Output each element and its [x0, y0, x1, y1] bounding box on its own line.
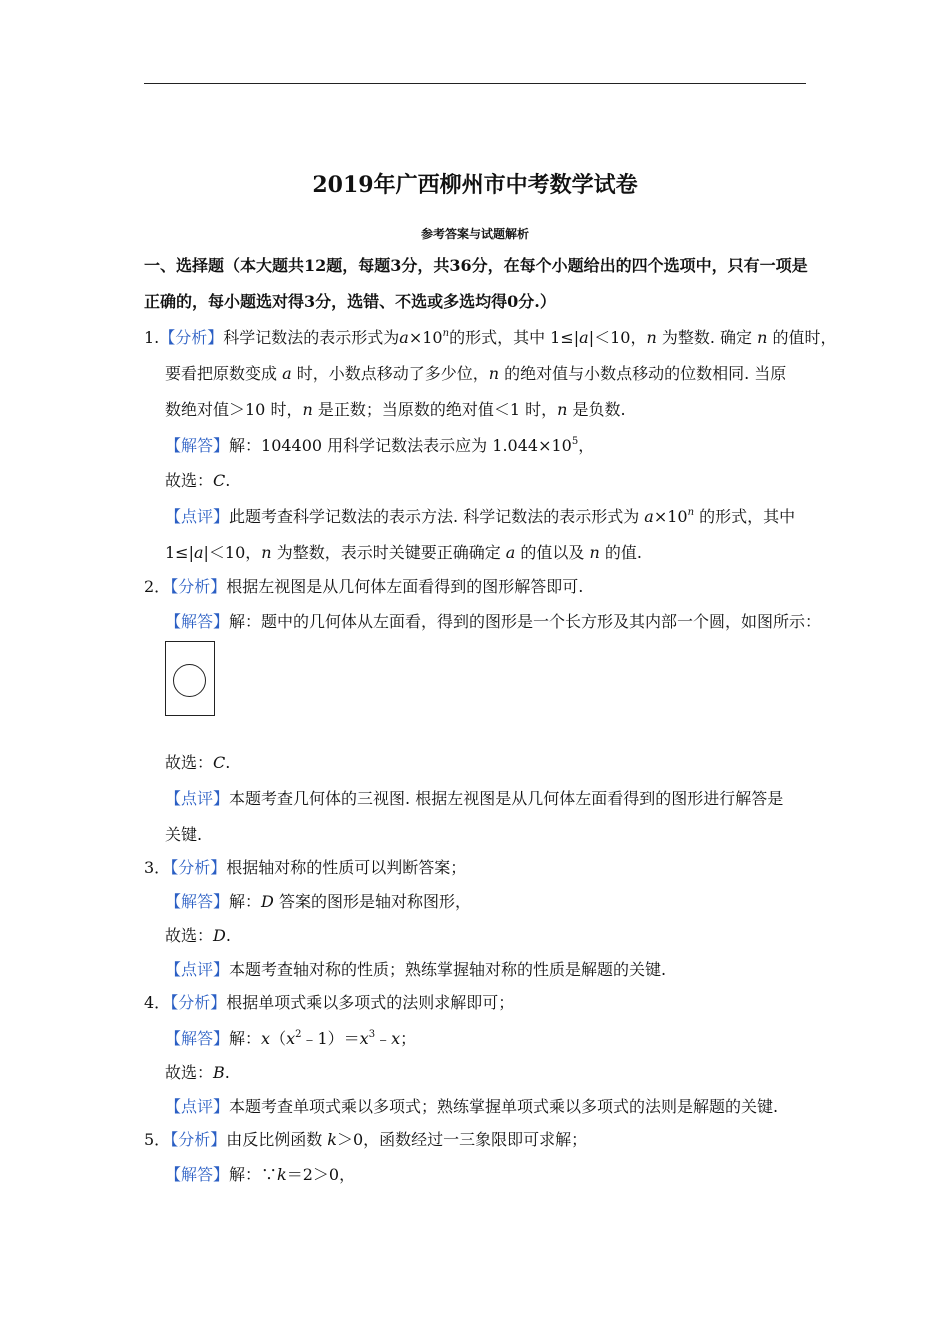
section-heading-line1: 一、选择题（本大题共12题，每题3分，共36分，在每个小题给出的四个选项中，只有一项是: [144, 256, 808, 275]
q1-analysis-line2: 要看把原数变成 a 时，小数点移动了多少位，n 的绝对值与小数点移动的位数相同. 当原: [165, 364, 787, 383]
q3-analysis: 3．【分析】根据轴对称的性质可以判断答案；: [144, 858, 467, 877]
analysis-tag: 【分析】: [159, 328, 224, 347]
answer-tag: 【解答】: [165, 436, 230, 455]
q4-answer: 【解答】解：$x(x^2﹣1)=x^3﹣x$；: [165, 1029, 417, 1048]
left-view-rectangle-figure: [165, 641, 215, 716]
page-title: 2019年广西柳州市中考数学试卷: [312, 172, 638, 198]
q1-analysis-line3: 数绝对值＞10 时，n 是正数；当原数的绝对值＜1 时，n 是负数.: [165, 400, 626, 419]
section-heading-line2: 正确的，每小题选对得3分，选错、不选或多选均得0分.）: [144, 292, 556, 311]
q1-answer: 【解答】解：104400 用科学记数法表示应为 $1.044\times 10^5$，: [165, 436, 595, 455]
q2-comment-line1: 【点评】本题考查几何体的三视图. 根据左视图是从几何体左面看得到的图形进行解答是: [165, 789, 784, 808]
left-view-circle: [173, 664, 206, 697]
q1-selection: 故选：C.: [165, 471, 231, 490]
q2-comment-line2: 关键.: [165, 825, 203, 844]
header-rule: [144, 83, 806, 84]
q3-comment: 【点评】本题考查轴对称的性质；熟练掌握轴对称的性质是解题的关键.: [165, 960, 667, 979]
q1-analysis-line1: 1.【分析】科学记数法的表示形式为$a\times 10^n$的形式，其中 1≤|a|＜10，n 为整数. 确定 n 的值时，: [144, 328, 837, 347]
q2-analysis: 2．【分析】根据左视图是从几何体左面看得到的图形解答即可.: [144, 577, 584, 596]
q1-comment-line2: 1≤|a|＜10，n 为整数，表示时关键要正确确定 a 的值以及 n 的值.: [165, 543, 643, 562]
q3-selection: 故选：D.: [165, 926, 231, 945]
q4-comment: 【点评】本题考查单项式乘以多项式；熟练掌握单项式乘以多项式的法则是解题的关键.: [165, 1097, 779, 1116]
q5-number: 5．: [144, 1130, 171, 1149]
comment-tag: 【点评】: [165, 507, 230, 526]
q5-analysis: 5．【分析】由反比例函数 k＞0，函数经过一三象限即可求解；: [144, 1130, 588, 1149]
q1-number: 1.: [144, 328, 160, 347]
q3-answer: 【解答】解：D 答案的图形是轴对称图形，: [165, 892, 471, 911]
q4-number: 4．: [144, 993, 171, 1012]
q4-selection: 故选：B.: [165, 1063, 230, 1082]
q1-comment-line1: 【点评】此题考查科学记数法的表示方法. 科学记数法的表示形式为 $a\times 10^n$ 的形式，其中: [165, 507, 796, 526]
q2-number: 2．: [144, 577, 171, 596]
page-subtitle: 参考答案与试题解析: [420, 227, 529, 241]
q3-number: 3．: [144, 858, 171, 877]
q4-analysis: 4．【分析】根据单项式乘以多项式的法则求解即可；: [144, 993, 515, 1012]
q5-answer: 【解答】解：∵k＝2＞0，: [165, 1165, 356, 1184]
q2-answer: 【解答】解：题中的几何体从左面看，得到的图形是一个长方形及其内部一个圆，如图所示：: [165, 612, 822, 631]
q2-selection: 故选：C.: [165, 753, 231, 772]
